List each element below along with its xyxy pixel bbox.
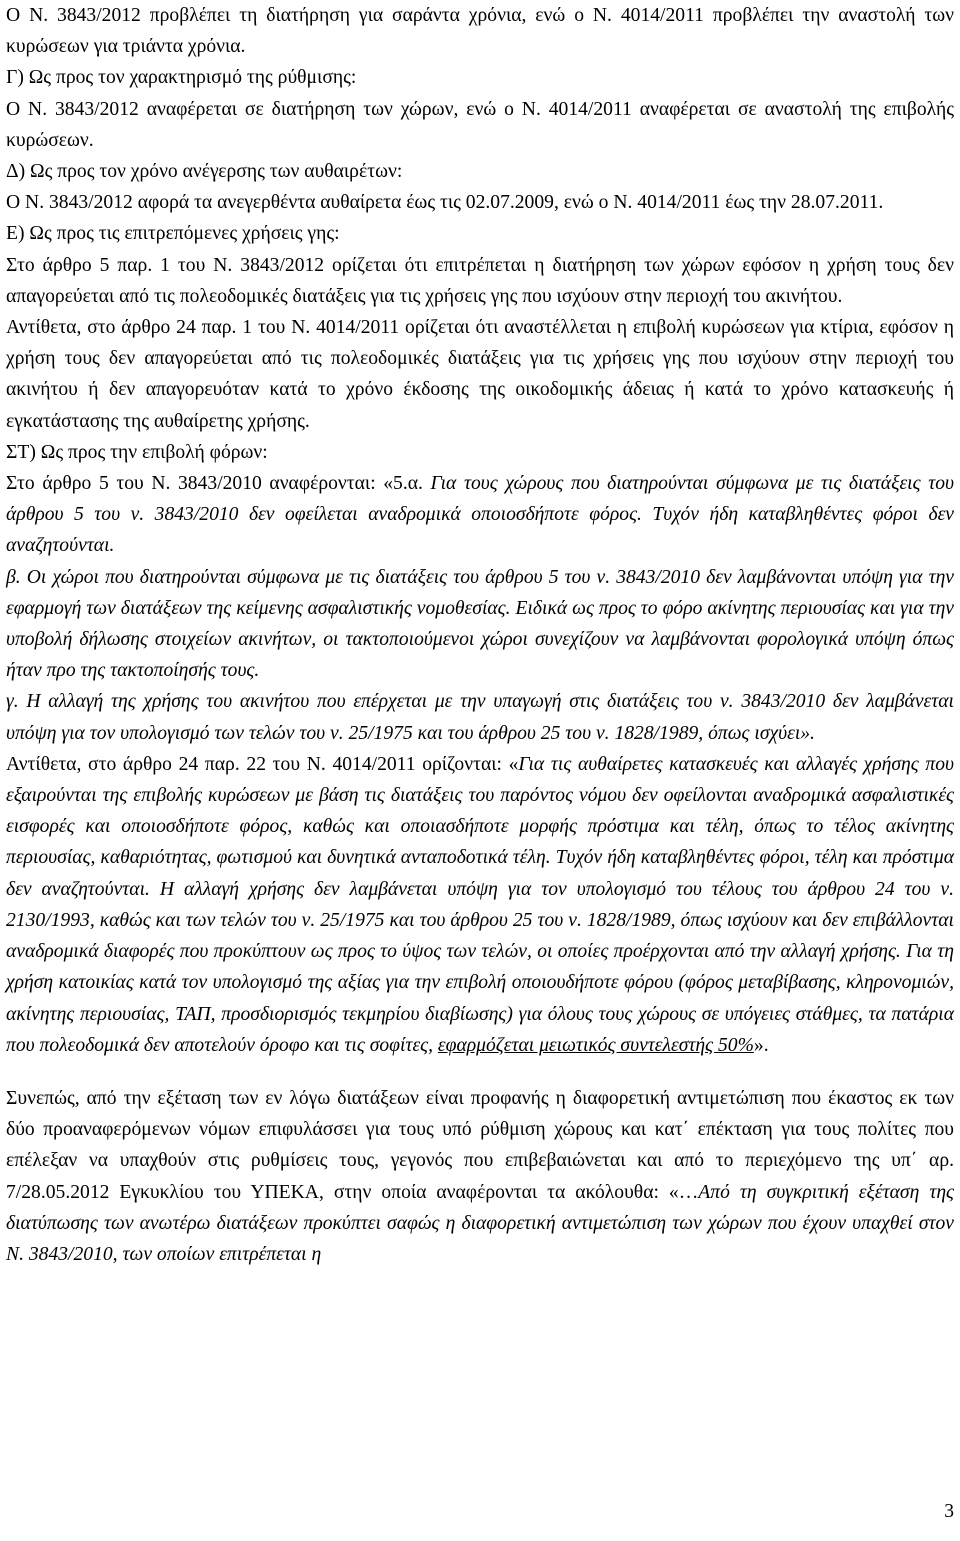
document-page [6,0,954,1270]
paragraph-text: Ο Ν. 3843/2012 προβλέπει τη διατήρηση για σαράντα χρόνια, ενώ ο Ν. 4014/2011 προβλέπει την αναστολή των κυρώσεων για τριάντα χρόνια. [6,5,954,58]
paragraph-taxation-5c [6,686,954,748]
paragraph-land-use-4014 [6,312,954,437]
page-number: 3 [944,1501,954,1522]
paragraph-land-use-3843 [6,250,954,312]
closing-quote: ». [753,1034,769,1056]
heading-text: ΣΤ) Ως προς την επιβολή φόρων: [6,441,268,463]
paragraph-duration [6,0,954,62]
quoted-law-text: β. Οι χώροι που διατηρούνται σύμφωνα με τις διατάξεις του άρθρου 5 του ν. 3843/2010 δεν λαμβάνονται υπόψη για την εφαρμογή των διατάξεων της κείμενης ασφαλιστικής νομοθεσίας. Ειδικά ως προς το φόρο ακίνητης περιουσίας και για την υποβολή δήλωσης στοιχείων ακινήτων, οι τακτοποιούμενοι χώροι συνεχίζουν να λαμβάνονται φορολογικά υπόψη όπως ήταν προ της τακτοποίησής τους. [6,566,954,682]
paragraph-construction-time [6,187,954,218]
paragraph-conclusion [6,1083,954,1270]
heading-c-characterization [6,62,954,93]
underlined-law-text [438,1035,754,1056]
heading-text: Γ) Ως προς τον χαρακτηρισμό της ρύθμισης: [6,67,357,89]
paragraph-text: Αντίθετα, στο άρθρο 24 παρ. 22 του Ν. 4014/2011 ορίζονται: « [6,753,519,775]
paragraph-text: Ο Ν. 3843/2012 αφορά τα ανεγερθέντα αυθαίρετα έως τις 02.07.2009, ενώ ο Ν. 4014/2011 έως την 28.07.2011. [6,192,884,214]
paragraph-taxation-5b [6,562,954,687]
heading-text: Ε) Ως προς τις επιτρεπόμενες χρήσεις γης: [6,223,340,245]
quoted-law-text: Για τις αυθαίρετες κατασκευές και αλλαγές χρήσης που εξαιρούνται της επιβολής κυρώσεων με βάση τις διατάξεις του παρόντος νόμου δεν οφείλονται αναδρομικά ασφαλιστικές εισφορές και οποιοσδήποτε φόρος, καθώς και οποιασδήποτε μορφής πρόστιμα και τέλη, όπως το τέλος ακίνητης περιουσίας, καθαριότητας, φωτισμού και δυνητικά ανταποδοτικά τέλη. Τυχόν ήδη καταβληθέντες φόροι, τέλη και πρόστιμα δεν αναζητούνται. Η αλλαγή χρήσης δεν λαμβάνεται υπόψη για τον υπολογισμό του τέλους του άρθρου 24 του ν. 2130/1993, καθώς και των τελών του ν. 25/1975 και του άρθρου 25 του ν. 1828/1989, όπως ισχύουν και δεν επιβάλλονται αναδρομικά διαφορές που προκύπτουν ως προς το ύψος των τελών, οι οποίες προέρχονται από την αλλαγή χρήσης. Για τη χρήση κατοικίας κατά τον υπολογισμό της αξίας για την επιβολή οποιουδήποτε φόρου (φόρος μεταβίβασης, κληρονομιών, ακίνητης περιουσίας, ΤΑΠ, προσδιορισμός τεκμηρίου διαβίωσης) για όλους τους χώρους σε υπόγειες στάθμες, τα πατάρια που πολεοδομικά δεν αποτελούν όροφο και τις σοφίτες, [6,753,954,1056]
paragraph-text: Αντίθετα, στο άρθρο 24 παρ. 1 του Ν. 4014/2011 ορίζεται ότι αναστέλλεται η επιβολή κυρώσεων για κτίρια, εφόσον η χρήση τους δεν απαγορεύεται από τις πολεοδομικές διατάξεις για τις χρήσεις γης που ισχύουν στην περιοχή του ακινήτου ή δεν απαγορευόταν κατά το χρόνο έκδοσης της οικοδομικής άδειας ή κατά το χρόνο κατασκευής ή εγκατάστασης της αυθαίρετης χρήσης. [6,317,954,432]
quoted-law-text: Για τους χώρους που διατηρούνται σύμφωνα με τις διατάξεις του άρθρου 5 του ν. 3843/2010 δεν οφείλεται αναδρομικά οποιοσδήποτε φόρος. Τυχόν ήδη καταβληθέντες φόροι δεν αναζητούνται. [6,473,954,557]
quoted-law-text: γ. Η αλλαγή της χρήσης του ακινήτου που επέρχεται με την υπαγωγή στις διατάξεις του ν. 3843/2010 δεν λαμβάνεται υπόψη για τον υπολογισμό των τελών του ν. 25/1975 και του άρθρου 25 του ν. 1828/1989, όπως ισχύει». [6,691,954,744]
paragraph-text: Στο άρθρο 5 του Ν. 3843/2010 αναφέρονται: «5.α. [6,473,431,495]
heading-d-construction-time [6,156,954,187]
paragraph-text: Στο άρθρο 5 παρ. 1 του Ν. 3843/2012 ορίζεται ότι επιτρέπεται η διατήρηση των χώρων εφόσον η χρήση τους δεν απαγορεύεται από τις πολεοδομικές διατάξεις για τις χρήσεις γης που ισχύουν στην περιοχή του ακινήτου. [6,254,954,307]
paragraph-taxation-5a [6,468,954,562]
paragraph-text: Ο Ν. 3843/2012 αναφέρεται σε διατήρηση των χώρων, ενώ ο Ν. 4014/2011 αναφέρεται σε αναστολή της επιβολής κυρώσεων. [6,98,954,151]
heading-text: Δ) Ως προς τον χρόνο ανέγερσης των αυθαιρέτων: [6,161,403,183]
heading-e-land-use [6,218,954,249]
paragraph-text: Συνεπώς, από την εξέταση των εν λόγω διατάξεων είναι προφανής η διαφορετική αντιμετώπιση που έκαστος εκ των δύο προαναφερόμενων νόμων επιφυλάσσει για τους υπό ρύθμιση χώρους και κατ΄ επέκταση για τους πολίτες που επέλεξαν να υπαχθούν στις ρυθμίσεις τους, γεγονός που επιβεβαιώνεται και από το περιεχόμενο της υπ΄ αρ. 7/28.05.2012 Εγκυκλίου του ΥΠΕΚΑ, στην οποία αναφέρονται τα ακόλουθα: «… [6,1087,954,1203]
quoted-circular-text: Από τη συγκριτική εξέταση της διατύπωσης των ανωτέρω διατάξεων προκύπτει σαφώς η διαφορετική αντιμετώπιση των χώρων που έχουν υπαχθεί στον Ν. 3843/2010, των οποίων επιτρέπεται η [6,1181,954,1265]
paragraph-taxation-4014 [6,749,954,1061]
heading-st-taxation [6,437,954,468]
paragraph-gap [6,1061,954,1083]
underlined-italic-text: εφαρμόζεται μειωτικός συντελεστής 50% [437,1034,754,1056]
paragraph-characterization [6,94,954,156]
